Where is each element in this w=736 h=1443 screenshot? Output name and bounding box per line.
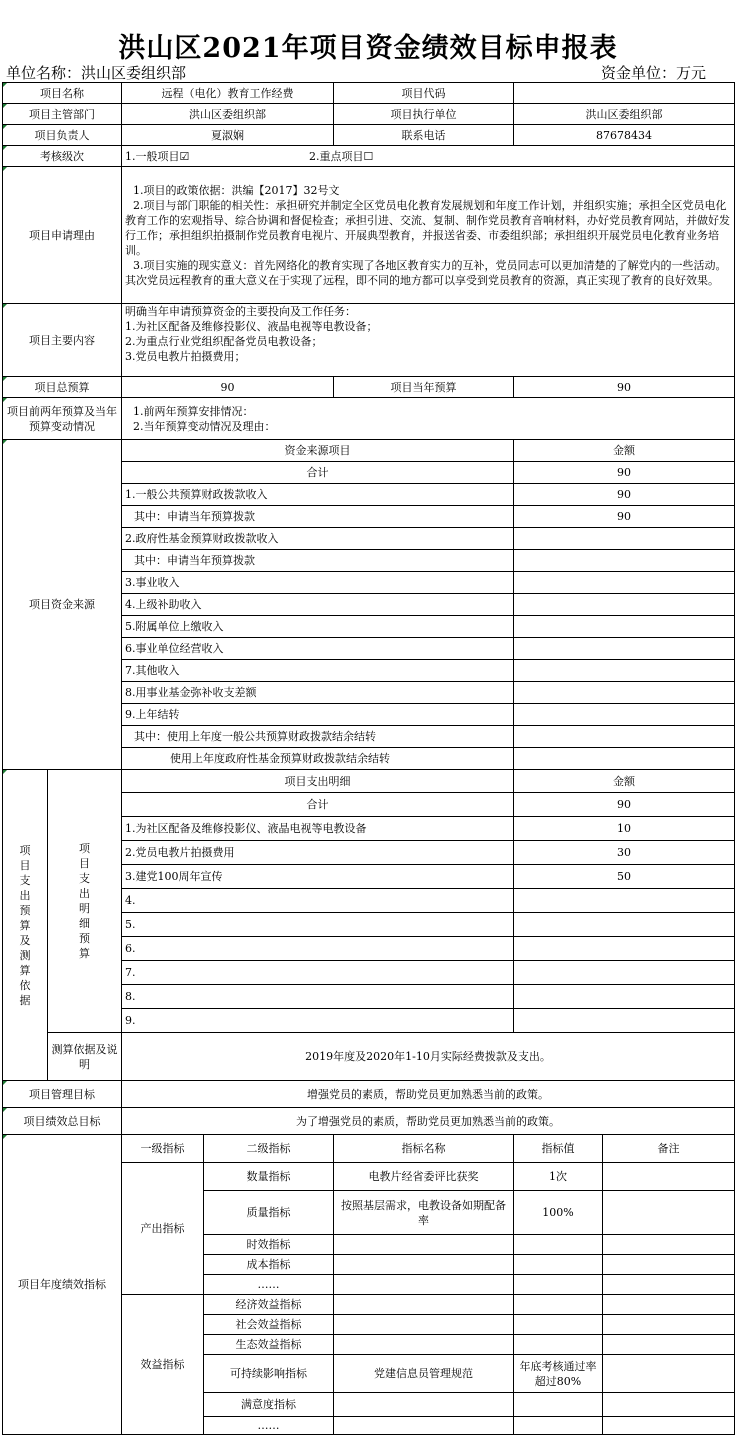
- fund-row-amount[interactable]: 90: [514, 462, 735, 484]
- expense-row-label: 3.建党100周年宣传: [122, 865, 514, 889]
- reason-label: 项目申请理由: [3, 167, 122, 304]
- expense-row-amount[interactable]: [514, 913, 735, 937]
- mgmt-goal-value[interactable]: 增强党员的素质，帮助党员更加熟悉当前的政策。: [122, 1081, 735, 1108]
- fund-row-amount[interactable]: 90: [514, 484, 735, 506]
- expense-header-amount: 金额: [514, 770, 735, 793]
- perf-value[interactable]: [514, 1295, 603, 1315]
- exec-unit-label: 项目执行单位: [334, 104, 514, 125]
- mgmt-goal-label: 项目管理目标: [3, 1081, 122, 1108]
- perf-name[interactable]: [334, 1417, 514, 1435]
- fund-row-label: 6.事业单位经营收入: [122, 638, 514, 660]
- expense-row-label: 9.: [122, 1009, 514, 1033]
- exec-unit-value[interactable]: 洪山区委组织部: [514, 104, 735, 125]
- expense-row-amount[interactable]: [514, 889, 735, 913]
- fund-row-label: 合计: [122, 462, 514, 484]
- perf-value[interactable]: 年底考核通过率超过80%: [514, 1355, 603, 1393]
- fund-row-label: 其中：申请当年预算拨款: [122, 550, 514, 572]
- expense-row-label: 4.: [122, 889, 514, 913]
- perf-goal-label: 项目绩效总目标: [3, 1108, 122, 1135]
- fund-row-amount[interactable]: [514, 550, 735, 572]
- perf-level2: 可持续影响指标: [204, 1355, 334, 1393]
- perf-header-value: 指标值: [514, 1135, 603, 1163]
- expense-row-label: 1.为社区配备及维修投影仪、液晶电视等电教设备: [122, 817, 514, 841]
- fund-header-amount: 金额: [514, 440, 735, 462]
- content-line: 3.党员电教片拍摄费用；: [125, 350, 246, 363]
- fund-row-amount[interactable]: [514, 682, 735, 704]
- perf-goal-value[interactable]: 为了增强党员的素质，帮助党员更加熟悉当前的政策。: [122, 1108, 735, 1135]
- perf-level2: 满意度指标: [204, 1393, 334, 1417]
- phone-value[interactable]: 87678434: [514, 125, 735, 146]
- perf-level2: 经济效益指标: [204, 1295, 334, 1315]
- perf-note[interactable]: [603, 1417, 735, 1435]
- fund-row-label: 1.一般公共预算财政拨款收入: [122, 484, 514, 506]
- perf-note[interactable]: [603, 1355, 735, 1393]
- fund-row-label: 8.用事业基金弥补收支差额: [122, 682, 514, 704]
- perf-value[interactable]: [514, 1315, 603, 1335]
- unit-name: 单位名称：洪山区委组织部: [6, 64, 187, 82]
- perf-level2: 时效指标: [204, 1235, 334, 1255]
- perf-output-label: 产出指标: [122, 1163, 204, 1295]
- fund-row-amount[interactable]: [514, 726, 735, 748]
- perf-header-level2: 二级指标: [204, 1135, 334, 1163]
- fund-unit: 资金单位：万元: [600, 64, 706, 82]
- change-label: 项目前两年预算及当年预算变动情况: [3, 398, 122, 440]
- year-budget-value[interactable]: 90: [514, 377, 735, 398]
- expense-row-label: 合计: [122, 793, 514, 817]
- total-budget-value[interactable]: 90: [122, 377, 334, 398]
- perf-name[interactable]: 党建信息员管理规范: [334, 1355, 514, 1393]
- perf-value[interactable]: [514, 1393, 603, 1417]
- perf-name[interactable]: [334, 1393, 514, 1417]
- perf-level2: 质量指标: [204, 1191, 334, 1235]
- fund-row-label: 9.上年结转: [122, 704, 514, 726]
- fund-row-amount[interactable]: [514, 704, 735, 726]
- content-line: 2.为重点行业党组织配备党员电教设备；: [125, 335, 323, 348]
- expense-row-label: 5.: [122, 913, 514, 937]
- expense-row-label: 2.党员电教片拍摄费用: [122, 841, 514, 865]
- reason-line: 1.项目的政策依据：洪编【2017】32号文: [133, 183, 340, 197]
- perf-effect-label: 效益指标: [122, 1295, 204, 1435]
- change-line: 1.前两年预算安排情况：: [133, 404, 254, 418]
- project-name-value[interactable]: 远程（电化）教育工作经费: [122, 83, 334, 104]
- reason-line: 3.项目实施的现实意义：首先网络化的教育实现了各地区教育实力的互补，党员同志可以更加清楚的了解党内的一些活动。其次党员远程教育的重大意义在于实现了远程，即不同的地方都可以享受到党员教育的资源，真正实现了教育的良好效果。: [125, 258, 727, 287]
- leader-value[interactable]: 夏淑娴: [122, 125, 334, 146]
- perf-level2: ……: [204, 1275, 334, 1295]
- perf-value[interactable]: [514, 1417, 603, 1435]
- fund-row-amount[interactable]: [514, 616, 735, 638]
- expense-row-label: 7.: [122, 961, 514, 985]
- perf-name[interactable]: [334, 1275, 514, 1295]
- assess-level-options: [122, 146, 735, 167]
- fund-row-amount[interactable]: [514, 748, 735, 770]
- calc-basis-value[interactable]: 2019年度及2020年1-10月实际经费拨款及支出。: [122, 1033, 735, 1081]
- leader-label: 项目负责人: [3, 125, 122, 146]
- perf-header-note: 备注: [603, 1135, 735, 1163]
- fund-row-amount[interactable]: [514, 660, 735, 682]
- dept-value[interactable]: 洪山区委组织部: [122, 104, 334, 125]
- expense-row-amount[interactable]: 30: [514, 841, 735, 865]
- fund-row-label: 5.附属单位上缴收入: [122, 616, 514, 638]
- change-line: 2.当年预算变动情况及理由：: [133, 419, 276, 433]
- fund-row-amount[interactable]: 90: [514, 506, 735, 528]
- expense-row-amount[interactable]: [514, 961, 735, 985]
- fund-row-label: 其中：使用上年度一般公共预算财政拨款结余结转: [122, 726, 514, 748]
- perf-note[interactable]: [603, 1335, 735, 1355]
- perf-name[interactable]: [334, 1255, 514, 1275]
- perf-value[interactable]: 1次: [514, 1163, 603, 1191]
- perf-level2: 数量指标: [204, 1163, 334, 1191]
- project-code-value[interactable]: [514, 83, 735, 104]
- fund-row-label: 其中：申请当年预算拨款: [122, 506, 514, 528]
- perf-note[interactable]: [603, 1235, 735, 1255]
- expense-outer-label: 项目支出预算及测算依据: [3, 770, 48, 1081]
- perf-note[interactable]: [603, 1275, 735, 1295]
- assess-key-checkbox[interactable]: 2.重点项目☐: [309, 149, 374, 163]
- expense-row-amount[interactable]: 90: [514, 793, 735, 817]
- perf-value[interactable]: [514, 1235, 603, 1255]
- perf-value[interactable]: [514, 1275, 603, 1295]
- perf-name[interactable]: [334, 1235, 514, 1255]
- dept-label: 项目主管部门: [3, 104, 122, 125]
- perf-level2: 生态效益指标: [204, 1335, 334, 1355]
- project-code-label: 项目代码: [334, 83, 514, 104]
- expense-row-label: 6.: [122, 937, 514, 961]
- year-budget-label: 项目当年预算: [334, 377, 514, 398]
- content-label: 项目主要内容: [3, 304, 122, 377]
- fund-header-item: 资金来源项目: [122, 440, 514, 462]
- fund-source-label: 项目资金来源: [3, 440, 122, 770]
- perf-value[interactable]: [514, 1255, 603, 1275]
- perf-note[interactable]: [603, 1295, 735, 1315]
- expense-row-amount[interactable]: 50: [514, 865, 735, 889]
- assess-general-checkbox[interactable]: 1.一般项目☑: [125, 149, 190, 163]
- content-line: 明确当年申请预算资金的主要投向及工作任务：: [125, 305, 356, 318]
- perf-level2: 社会效益指标: [204, 1315, 334, 1335]
- reason-text[interactable]: [122, 167, 735, 304]
- perf-note[interactable]: [603, 1393, 735, 1417]
- calc-basis-label: 测算依据及说明: [48, 1033, 122, 1081]
- form-title: 洪山区2021年项目资金绩效目标申报表: [118, 33, 618, 64]
- fund-row-label: 7.其他收入: [122, 660, 514, 682]
- content-line: 1.为社区配备及维修投影仪、液晶电视等电教设备；: [125, 320, 378, 333]
- perf-note[interactable]: [603, 1255, 735, 1275]
- perf-note[interactable]: [603, 1191, 735, 1235]
- expense-header-item: 项目支出明细: [122, 770, 514, 793]
- perf-header-level1: 一级指标: [122, 1135, 204, 1163]
- expense-row-amount[interactable]: [514, 1009, 735, 1033]
- perf-note[interactable]: [603, 1163, 735, 1191]
- application-form-table: [2, 82, 735, 1435]
- change-text[interactable]: [122, 398, 735, 440]
- fund-row-label: 4.上级补助收入: [122, 594, 514, 616]
- fund-row-amount[interactable]: [514, 572, 735, 594]
- expense-row-amount[interactable]: 10: [514, 817, 735, 841]
- annual-perf-label: 项目年度绩效指标: [3, 1135, 122, 1435]
- fund-row-amount[interactable]: [514, 528, 735, 550]
- fund-row-amount[interactable]: [514, 638, 735, 660]
- perf-name[interactable]: [334, 1295, 514, 1315]
- perf-level2: 成本指标: [204, 1255, 334, 1275]
- perf-value[interactable]: 100%: [514, 1191, 603, 1235]
- content-text[interactable]: [122, 304, 735, 377]
- fund-row-label: 2.政府性基金预算财政拨款收入: [122, 528, 514, 550]
- expense-row-amount[interactable]: [514, 937, 735, 961]
- perf-name[interactable]: 电教片经省委评比获奖: [334, 1163, 514, 1191]
- fund-row-label: 3.事业收入: [122, 572, 514, 594]
- perf-header-name: 指标名称: [334, 1135, 514, 1163]
- expense-row-amount[interactable]: [514, 985, 735, 1009]
- perf-name[interactable]: [334, 1335, 514, 1355]
- phone-label: 联系电话: [334, 125, 514, 146]
- reason-line: 2.项目与部门职能的相关性：承担研究并制定全区党员电化教育发展规划和年度工作计划，并组织实施；承担全区党员电化教育工作的宏观指导、综合协调和督促检查；承担引进、交流、复制、制作党员教育音响材料，办好党员教育网站，并做好发行工作；承担组织拍摄制作党员教育电视片、开展典型教育，并报送省委、市委组织部；承担组织开展党员电化教育业务培训。: [125, 198, 730, 257]
- perf-level2: ……: [204, 1417, 334, 1435]
- expense-row-label: 8.: [122, 985, 514, 1009]
- total-budget-label: 项目总预算: [3, 377, 122, 398]
- fund-row-label: 使用上年度政府性基金预算财政拨款结余结转: [122, 748, 514, 770]
- expense-inner-label: 项目支出明细预算: [48, 770, 122, 1033]
- fund-row-amount[interactable]: [514, 594, 735, 616]
- perf-note[interactable]: [603, 1315, 735, 1335]
- perf-name[interactable]: [334, 1315, 514, 1335]
- perf-value[interactable]: [514, 1335, 603, 1355]
- perf-name[interactable]: 按照基层需求，电教设备如期配备率: [334, 1191, 514, 1235]
- project-name-label: 项目名称: [3, 83, 122, 104]
- assess-level-label: 考核级次: [3, 146, 122, 167]
